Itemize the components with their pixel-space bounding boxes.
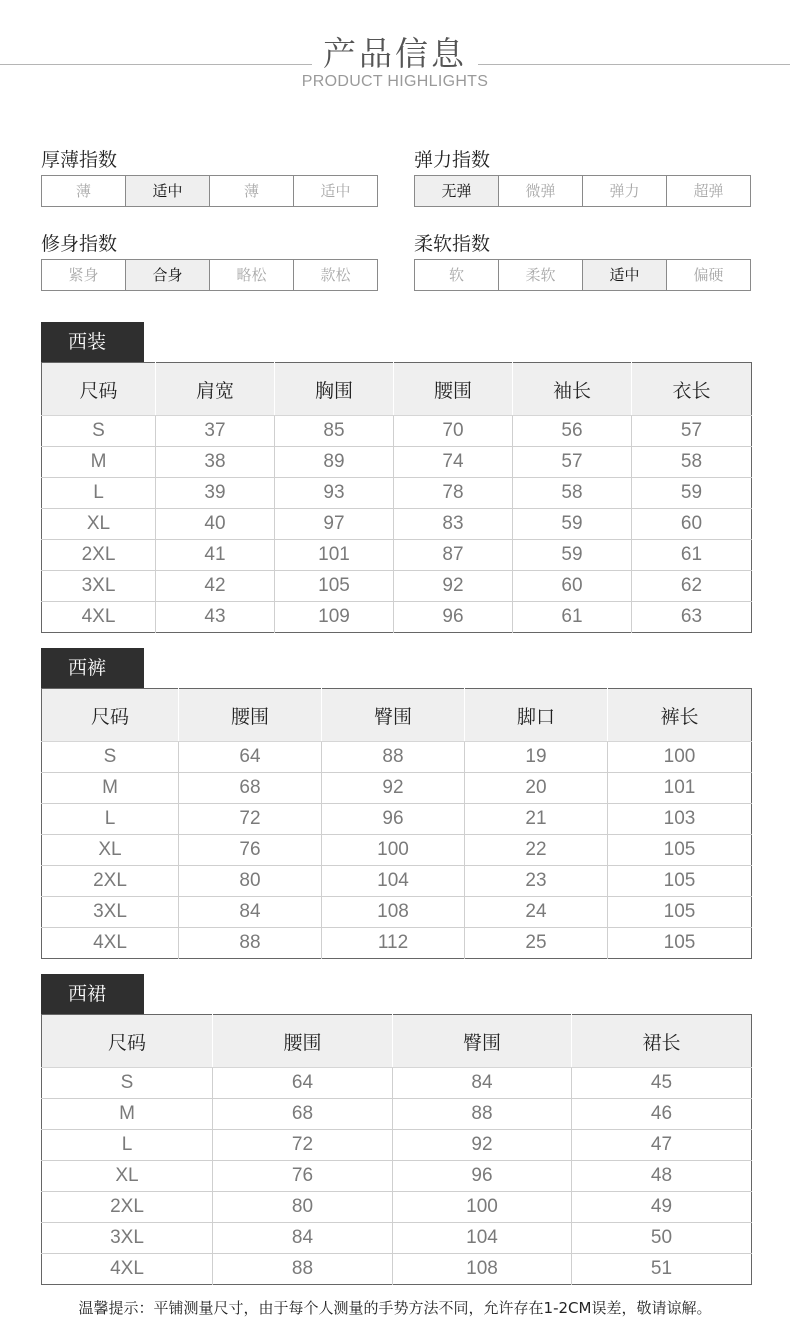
table-row bbox=[42, 1192, 752, 1223]
index-label: 厚薄指数 bbox=[41, 149, 118, 171]
table-cell: 105 bbox=[275, 571, 394, 602]
table-cell: 92 bbox=[322, 773, 465, 804]
table-row bbox=[42, 1130, 752, 1161]
index-group bbox=[41, 145, 378, 207]
section-tab: 西裙 bbox=[41, 974, 144, 1014]
index-option: 薄 bbox=[42, 176, 126, 206]
table-cell: 84 bbox=[393, 1068, 572, 1099]
table-cell: 25 bbox=[465, 928, 608, 959]
table-cell: 40 bbox=[156, 509, 275, 540]
column-header: 胸围 bbox=[275, 363, 394, 416]
table-cell: 23 bbox=[465, 866, 608, 897]
table-cell: 84 bbox=[213, 1223, 393, 1254]
table-cell: XL bbox=[42, 835, 179, 866]
table-cell: 24 bbox=[465, 897, 608, 928]
table-cell: XL bbox=[42, 509, 156, 540]
table-cell: 4XL bbox=[42, 1254, 213, 1285]
table-cell: 105 bbox=[608, 866, 752, 897]
index-group bbox=[414, 229, 751, 291]
table-cell: 68 bbox=[179, 773, 322, 804]
table-cell: 41 bbox=[156, 540, 275, 571]
table-cell: 85 bbox=[275, 416, 394, 447]
table-cell: 78 bbox=[394, 478, 513, 509]
table-cell: 38 bbox=[156, 447, 275, 478]
table-cell: 100 bbox=[608, 742, 752, 773]
table-cell: 4XL bbox=[42, 928, 179, 959]
table-cell: 101 bbox=[608, 773, 752, 804]
table-row bbox=[42, 540, 752, 571]
table-cell: 59 bbox=[513, 509, 632, 540]
table-cell: 60 bbox=[632, 509, 752, 540]
table-cell: 104 bbox=[322, 866, 465, 897]
table-cell: 105 bbox=[608, 835, 752, 866]
table-cell: 61 bbox=[513, 602, 632, 633]
table-cell: 46 bbox=[572, 1099, 752, 1130]
table-cell: 105 bbox=[608, 897, 752, 928]
size-note: 温馨提示：平铺测量尺寸，由于每个人测量的手势方法不同，允许存在1-2CM误差，敬请谅解。 bbox=[78, 1299, 712, 1317]
table-cell: 22 bbox=[465, 835, 608, 866]
table-cell: 100 bbox=[393, 1192, 572, 1223]
table-cell: 109 bbox=[275, 602, 394, 633]
table-cell: 92 bbox=[394, 571, 513, 602]
table-cell: 57 bbox=[632, 416, 752, 447]
size-table bbox=[41, 688, 752, 959]
table-row bbox=[42, 866, 752, 897]
index-option: 偏硬 bbox=[693, 266, 724, 284]
table-cell: 74 bbox=[394, 447, 513, 478]
index-option: 超弹 bbox=[693, 182, 724, 200]
table-cell: 108 bbox=[393, 1254, 572, 1285]
table-cell: 3XL bbox=[42, 1223, 213, 1254]
index-option-selected: 无弹 bbox=[415, 176, 499, 206]
table-row bbox=[42, 571, 752, 602]
table-cell: L bbox=[42, 804, 179, 835]
table-cell: 96 bbox=[393, 1161, 572, 1192]
section-tab: 西裤 bbox=[41, 648, 144, 688]
column-header: 裙长 bbox=[572, 1015, 752, 1068]
table-cell: 88 bbox=[213, 1254, 393, 1285]
table-row bbox=[42, 478, 752, 509]
table-cell: 37 bbox=[156, 416, 275, 447]
table-cell: 45 bbox=[572, 1068, 752, 1099]
index-option: 紧身 bbox=[42, 260, 126, 290]
table-row bbox=[42, 416, 752, 447]
table-row bbox=[42, 897, 752, 928]
table-cell: 80 bbox=[213, 1192, 393, 1223]
table-cell: 72 bbox=[179, 804, 322, 835]
table-cell: 80 bbox=[179, 866, 322, 897]
table-cell: 42 bbox=[156, 571, 275, 602]
column-header: 袖长 bbox=[513, 363, 632, 416]
table-row bbox=[42, 773, 752, 804]
size-table bbox=[41, 1014, 752, 1285]
table-cell: 59 bbox=[632, 478, 752, 509]
table-cell: S bbox=[42, 742, 179, 773]
column-header: 脚口 bbox=[465, 689, 608, 742]
table-cell: 88 bbox=[179, 928, 322, 959]
table-cell: L bbox=[42, 478, 156, 509]
section-tab: 西装 bbox=[41, 322, 144, 362]
table-row bbox=[42, 1161, 752, 1192]
index-label: 修身指数 bbox=[41, 233, 118, 255]
table-cell: 59 bbox=[513, 540, 632, 571]
table-cell: 68 bbox=[213, 1099, 393, 1130]
table-cell: 72 bbox=[213, 1130, 393, 1161]
table-row bbox=[42, 742, 752, 773]
table-cell: 2XL bbox=[42, 540, 156, 571]
table-cell: 57 bbox=[513, 447, 632, 478]
table-cell: 3XL bbox=[42, 897, 179, 928]
index-options bbox=[414, 259, 751, 291]
table-header-row bbox=[42, 1015, 752, 1068]
index-option: 柔软 bbox=[499, 260, 583, 290]
table-cell: S bbox=[42, 416, 156, 447]
column-header: 裤长 bbox=[608, 689, 752, 742]
table-cell: 88 bbox=[322, 742, 465, 773]
table-cell: 43 bbox=[156, 602, 275, 633]
table-cell: 97 bbox=[275, 509, 394, 540]
table-row bbox=[42, 835, 752, 866]
table-cell: 84 bbox=[179, 897, 322, 928]
table-cell: 100 bbox=[322, 835, 465, 866]
table-cell: 4XL bbox=[42, 602, 156, 633]
table-cell: 62 bbox=[632, 571, 752, 602]
table-cell: 2XL bbox=[42, 866, 179, 897]
index-group bbox=[414, 145, 751, 207]
index-option: 款松 bbox=[320, 266, 351, 284]
index-option-selected: 适中 bbox=[583, 260, 667, 290]
table-row bbox=[42, 1223, 752, 1254]
index-option: 弹力 bbox=[583, 176, 667, 206]
table-cell: M bbox=[42, 773, 179, 804]
table-cell: 83 bbox=[394, 509, 513, 540]
column-header: 腰围 bbox=[179, 689, 322, 742]
table-row bbox=[42, 1099, 752, 1130]
table-cell: 87 bbox=[394, 540, 513, 571]
table-cell: 105 bbox=[608, 928, 752, 959]
table-cell: 58 bbox=[632, 447, 752, 478]
index-option: 薄 bbox=[210, 176, 294, 206]
table-cell: 63 bbox=[632, 602, 752, 633]
table-cell: 104 bbox=[393, 1223, 572, 1254]
table-cell: 19 bbox=[465, 742, 608, 773]
table-row bbox=[42, 602, 752, 633]
table-cell: 92 bbox=[393, 1130, 572, 1161]
size-table bbox=[41, 362, 752, 633]
index-option-selected: 合身 bbox=[126, 260, 210, 290]
index-label: 柔软指数 bbox=[414, 233, 491, 255]
column-header: 腰围 bbox=[394, 363, 513, 416]
table-cell: 3XL bbox=[42, 571, 156, 602]
table-row bbox=[42, 447, 752, 478]
table-row bbox=[42, 509, 752, 540]
table-cell: 49 bbox=[572, 1192, 752, 1223]
table-cell: 51 bbox=[572, 1254, 752, 1285]
index-option-selected: 适中 bbox=[126, 176, 210, 206]
page-header bbox=[0, 0, 790, 110]
table-cell: 21 bbox=[465, 804, 608, 835]
table-cell: 2XL bbox=[42, 1192, 213, 1223]
table-cell: 56 bbox=[513, 416, 632, 447]
table-row bbox=[42, 804, 752, 835]
table-cell: 89 bbox=[275, 447, 394, 478]
index-options bbox=[414, 175, 751, 207]
table-cell: 108 bbox=[322, 897, 465, 928]
page-title: 产品信息 bbox=[323, 34, 467, 73]
column-header: 尺码 bbox=[42, 363, 156, 416]
index-options bbox=[41, 259, 378, 291]
index-option: 微弹 bbox=[499, 176, 583, 206]
column-header: 臀围 bbox=[393, 1015, 572, 1068]
table-cell: 20 bbox=[465, 773, 608, 804]
table-cell: 64 bbox=[179, 742, 322, 773]
table-cell: 64 bbox=[213, 1068, 393, 1099]
table-cell: 76 bbox=[179, 835, 322, 866]
table-cell: 58 bbox=[513, 478, 632, 509]
table-cell: 101 bbox=[275, 540, 394, 571]
table-cell: M bbox=[42, 447, 156, 478]
index-option: 适中 bbox=[320, 182, 351, 200]
page-subtitle: PRODUCT HIGHLIGHTS bbox=[301, 73, 489, 90]
table-cell: XL bbox=[42, 1161, 213, 1192]
column-header: 腰围 bbox=[213, 1015, 393, 1068]
table-cell: 48 bbox=[572, 1161, 752, 1192]
table-row bbox=[42, 1254, 752, 1285]
table-cell: 61 bbox=[632, 540, 752, 571]
table-cell: 96 bbox=[394, 602, 513, 633]
table-row bbox=[42, 1068, 752, 1099]
table-cell: 96 bbox=[322, 804, 465, 835]
table-cell: 47 bbox=[572, 1130, 752, 1161]
table-row bbox=[42, 928, 752, 959]
table-cell: 76 bbox=[213, 1161, 393, 1192]
index-options bbox=[41, 175, 378, 207]
index-option: 略松 bbox=[210, 260, 294, 290]
table-cell: 93 bbox=[275, 478, 394, 509]
table-cell: 112 bbox=[322, 928, 465, 959]
table-header-row bbox=[42, 363, 752, 416]
table-cell: 88 bbox=[393, 1099, 572, 1130]
column-header: 肩宽 bbox=[156, 363, 275, 416]
column-header: 臀围 bbox=[322, 689, 465, 742]
table-cell: 103 bbox=[608, 804, 752, 835]
index-label: 弹力指数 bbox=[414, 149, 491, 171]
index-group bbox=[41, 229, 378, 291]
table-cell: 50 bbox=[572, 1223, 752, 1254]
table-cell: S bbox=[42, 1068, 213, 1099]
table-cell: 70 bbox=[394, 416, 513, 447]
column-header: 尺码 bbox=[42, 689, 179, 742]
table-cell: 39 bbox=[156, 478, 275, 509]
column-header: 尺码 bbox=[42, 1015, 213, 1068]
table-header-row bbox=[42, 689, 752, 742]
table-cell: L bbox=[42, 1130, 213, 1161]
table-cell: M bbox=[42, 1099, 213, 1130]
index-option: 软 bbox=[415, 260, 499, 290]
column-header: 衣长 bbox=[632, 363, 752, 416]
table-cell: 60 bbox=[513, 571, 632, 602]
